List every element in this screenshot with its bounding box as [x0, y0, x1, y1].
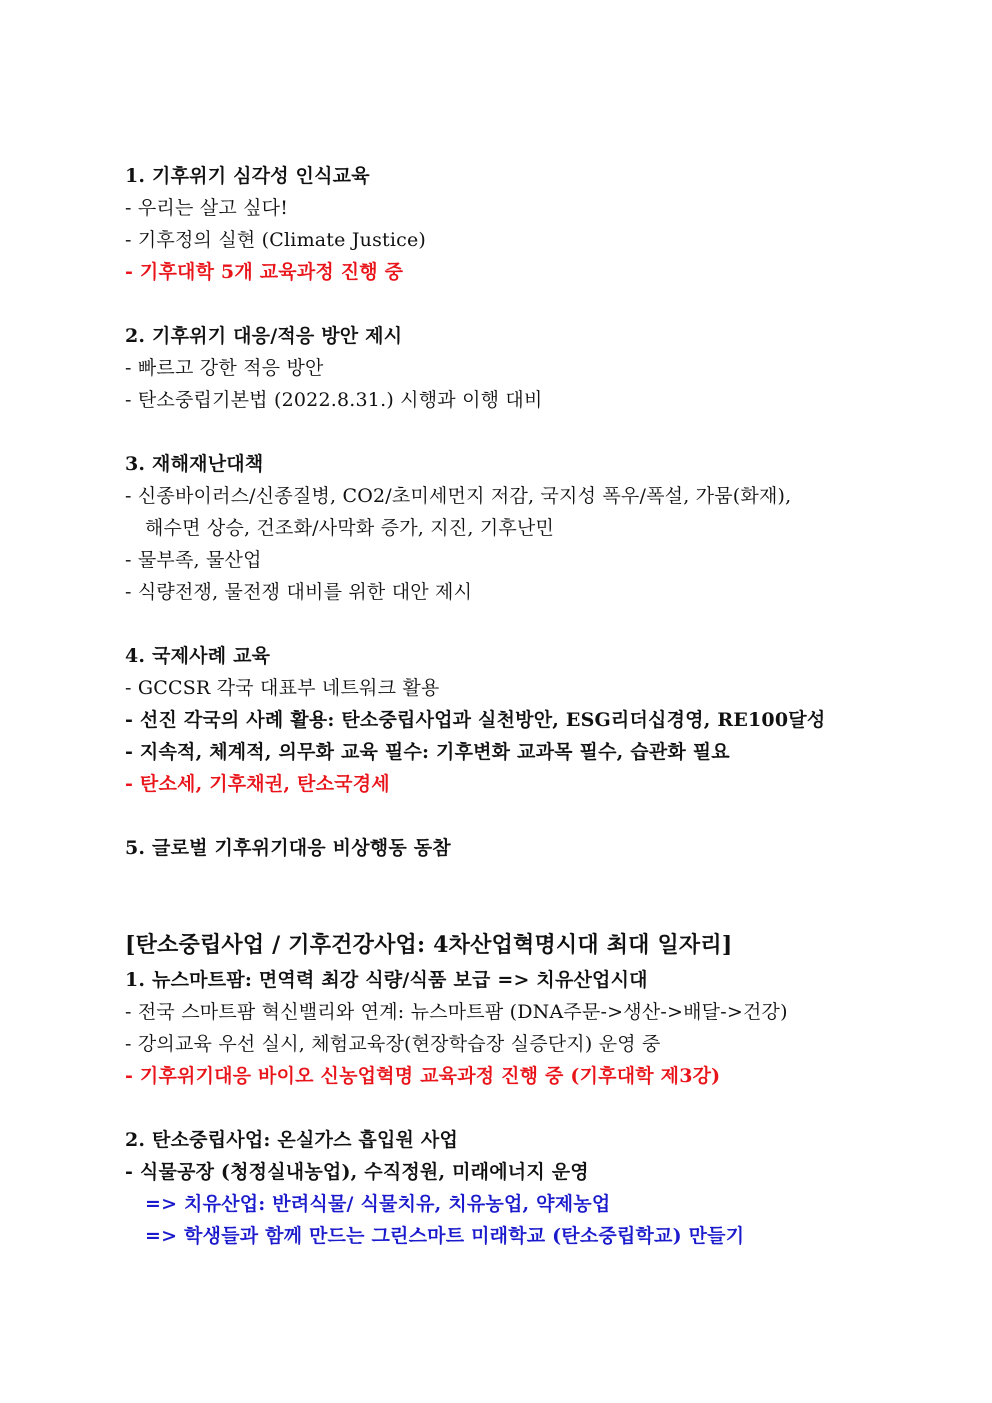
business-sub1-heading: 1. 뉴스마트팜: 면역력 최강 식량/식품 보급 => 치유산업시대 — [125, 969, 648, 991]
section-4-item: - 선진 각국의 사례 활용: 탄소중립사업과 실천방안, ESG리더십경영, RE100달성 — [125, 709, 826, 731]
business-sub2-blue-item: => 학생들과 함께 만드는 그린스마트 미래학교 (탄소중립학교) 만들기 — [145, 1225, 745, 1247]
section-4-heading: 4. 국제사례 교육 — [125, 645, 271, 667]
section-1-item: - 우리는 살고 싶다! — [125, 197, 289, 219]
section-3-item: - 식량전쟁, 물전쟁 대비를 위한 대안 제시 — [125, 581, 473, 603]
business-sub1-highlight: - 기후위기대응 바이오 신농업혁명 교육과정 진행 중 (기후대학 제3강) — [125, 1065, 721, 1087]
business-title: [탄소중립사업 / 기후건강사업: 4차산업혁명시대 최대 일자리] — [125, 932, 733, 958]
section-2-item: - 빠르고 강한 적응 방안 — [125, 357, 324, 379]
section-4-item: - 지속적, 체계적, 의무화 교육 필수: 기후변화 교과목 필수, 습관화 필요 — [125, 741, 730, 763]
section-3-item: - 물부족, 물산업 — [125, 549, 262, 571]
section-2-item: - 탄소중립기본법 (2022.8.31.) 시행과 이행 대비 — [125, 389, 543, 411]
section-3-item: - 신종바이러스/신종질병, CO2/초미세먼지 저감, 국지성 폭우/폭설, 가뭄(화재), — [125, 485, 792, 507]
business-sub1-item: - 전국 스마트팜 혁신밸리와 연계: 뉴스마트팜 (DNA주문->생산->배달->건강) — [125, 1001, 788, 1023]
business-sub2-heading: 2. 탄소중립사업: 온실가스 흡입원 사업 — [125, 1129, 459, 1151]
section-1-item: - 기후정의 실현 (Climate Justice) — [125, 229, 427, 251]
business-sub2-blue-item: => 치유산업: 반려식물/ 식물치유, 치유농업, 약제농업 — [145, 1193, 611, 1215]
section-5-heading: 5. 글로벌 기후위기대응 비상행동 동참 — [125, 837, 451, 859]
section-1-heading: 1. 기후위기 심각성 인식교육 — [125, 165, 370, 187]
section-3-item-continued: 해수면 상승, 건조화/사막화 증가, 지진, 기후난민 — [145, 517, 555, 539]
section-1-highlight: - 기후대학 5개 교육과정 진행 중 — [125, 261, 404, 283]
section-2-heading: 2. 기후위기 대응/적응 방안 제시 — [125, 325, 403, 347]
section-4-item: - GCCSR 각국 대표부 네트워크 활용 — [125, 677, 440, 699]
business-sub1-item: - 강의교육 우선 실시, 체험교육장(현장학습장 실증단지) 운영 중 — [125, 1033, 661, 1055]
business-sub2-item: - 식물공장 (청정실내농업), 수직정원, 미래에너지 운영 — [125, 1161, 589, 1183]
section-4-highlight: - 탄소세, 기후채권, 탄소국경세 — [125, 773, 390, 795]
section-3-heading: 3. 재해재난대책 — [125, 453, 264, 475]
